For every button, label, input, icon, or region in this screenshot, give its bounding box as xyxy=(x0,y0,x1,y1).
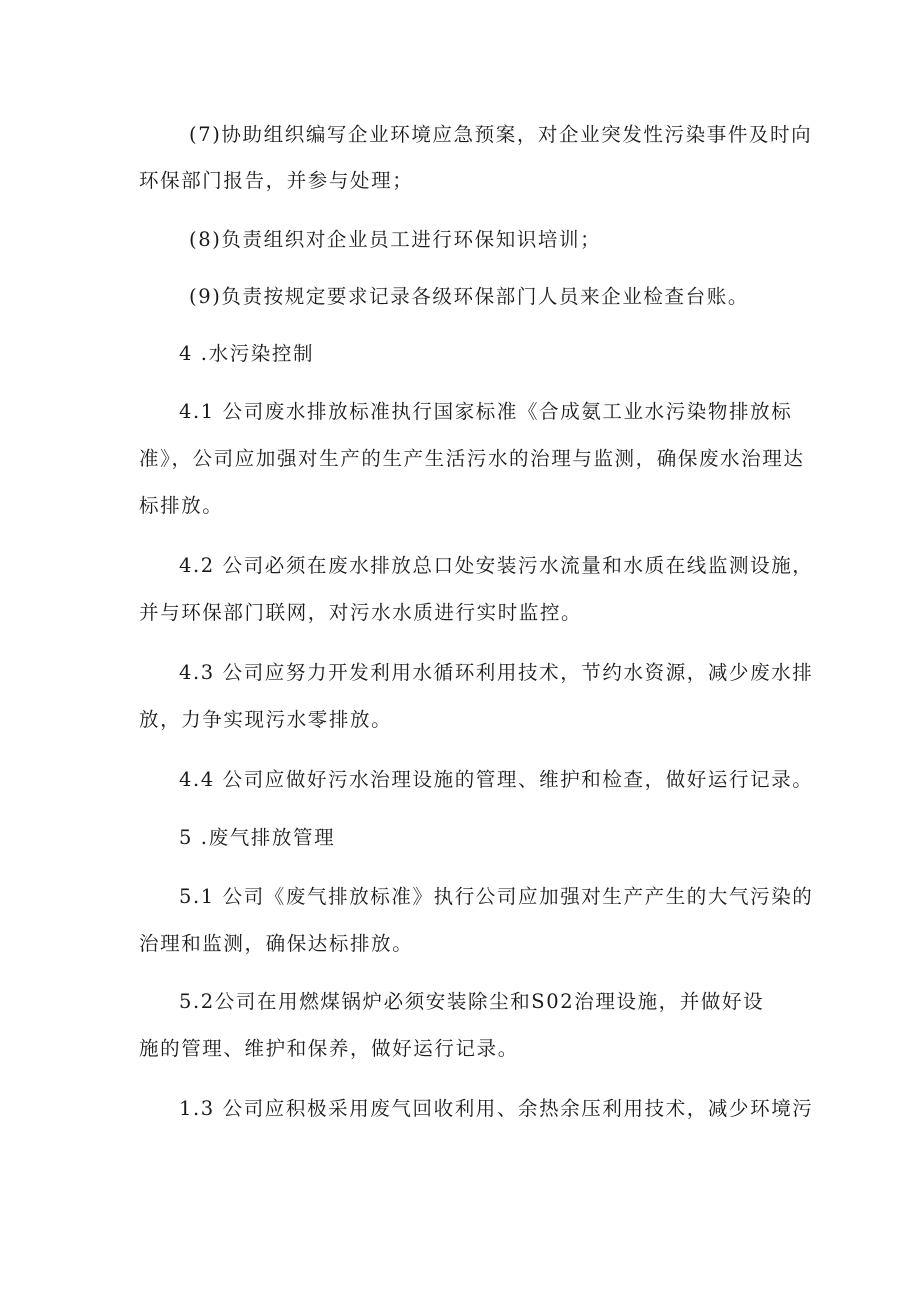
clause-4-1-line-2: 准》，公司应加强对生产的生产生活污水的治理与监测，确保废水治理达 xyxy=(139,447,805,470)
clause-4-4: 4.4 公司应做好污水治理设施的管理、维护和检查，做好运行记录。 xyxy=(179,768,814,791)
clause-4-1-line-3: 标排放。 xyxy=(139,494,224,517)
clause-5-1-line-2: 治理和监测，确保达标排放。 xyxy=(139,932,414,955)
clause-4-2-line-2: 并与环保部门联网，对污水水质进行实时监控。 xyxy=(139,601,583,624)
clause-5-2-line-1: 5.2公司在用燃煤锅炉必须安装除尘和S02治理设施，并做好设 xyxy=(179,990,765,1013)
paragraph-9: (9)负责按规定要求记录各级环保部门人员来企业检查台账。 xyxy=(189,285,749,308)
section-heading-5: 5 .废气排放管理 xyxy=(179,826,336,849)
section-heading-4: 4 .水污染控制 xyxy=(179,342,315,365)
clause-5-1-line-1: 5.1 公司《废气排放标准》执行公司应加强对生产产生的大气污染的 xyxy=(179,885,814,908)
clause-4-3-line-1: 4.3 公司应努力开发利用水循环利用技术，节约水资源，减少废水排 xyxy=(179,661,814,684)
clause-1-3-line-1: 1.3 公司应积极采用废气回收利用、余热余压利用技术，减少环境污 xyxy=(179,1097,814,1120)
paragraph-7-line-2: 环保部门报告，并参与处理； xyxy=(139,169,414,192)
clause-4-1-line-1: 4.1 公司废水排放标准执行国家标准《合成氨工业水污染物排放标 xyxy=(179,400,793,423)
clause-4-3-line-2: 放，力争实现污水零排放。 xyxy=(139,708,393,731)
clause-5-2-line-2: 施的管理、维护和保养，做好运行记录。 xyxy=(139,1037,519,1060)
clause-4-2-line-1: 4.2 公司必须在废水排放总口处安装污水流量和水质在线监测设施， xyxy=(179,554,814,577)
paragraph-8: (8)负责组织对企业员工进行环保知识培训； xyxy=(189,228,602,251)
paragraph-7-line-1: (7)协助组织编写企业环境应急预案，对企业突发性污染事件及时向 xyxy=(189,123,813,146)
